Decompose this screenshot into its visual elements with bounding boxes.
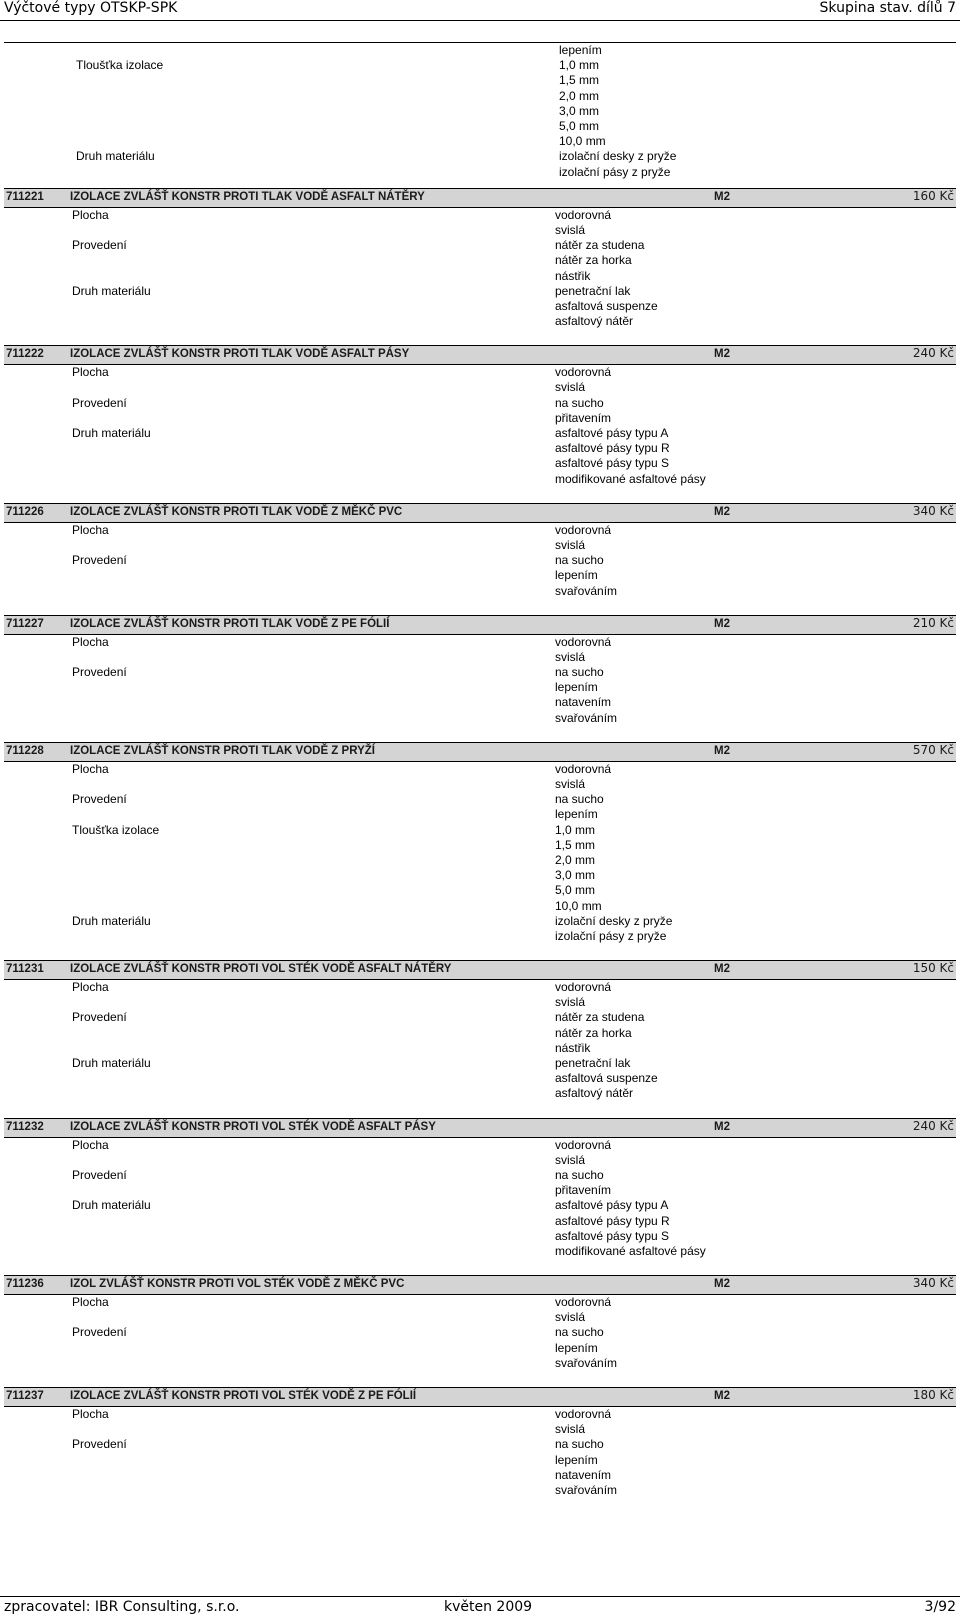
param-row bbox=[0, 823, 960, 838]
item-code: 711222 bbox=[6, 348, 44, 361]
param-value: asfaltové pásy typu S bbox=[555, 456, 670, 471]
param-row bbox=[0, 1153, 960, 1168]
param-rows bbox=[0, 762, 960, 944]
param-value: 2,0 mm bbox=[555, 852, 596, 867]
param-row bbox=[4, 43, 956, 58]
param-rows bbox=[0, 1138, 960, 1260]
param-value: vodorovná bbox=[555, 365, 612, 380]
item-section bbox=[0, 345, 960, 503]
param-row bbox=[0, 650, 960, 665]
param-row bbox=[0, 1356, 960, 1371]
param-row bbox=[0, 456, 960, 471]
param-value: asfaltové pásy typu S bbox=[555, 1228, 670, 1243]
param-rows bbox=[0, 523, 960, 599]
param-row bbox=[0, 1325, 960, 1340]
item-title: IZOLACE ZVLÁŠŤ KONSTR PROTI TLAK VODĚ Z PE FÓLIÍ bbox=[70, 617, 390, 630]
param-row bbox=[0, 807, 960, 822]
param-row bbox=[4, 58, 956, 73]
param-row bbox=[4, 89, 956, 104]
param-row bbox=[0, 1026, 960, 1041]
param-value: lepením bbox=[555, 1452, 598, 1467]
item-title: IZOLACE ZVLÁŠŤ KONSTR PROTI VOL STÉK VODĚ ASFALT NÁTĚRY bbox=[70, 963, 452, 976]
item-unit: M2 bbox=[714, 1278, 730, 1291]
param-row bbox=[4, 165, 956, 180]
param-row bbox=[0, 1295, 960, 1310]
item-unit: M2 bbox=[714, 348, 730, 361]
item-section bbox=[0, 1387, 960, 1514]
param-row bbox=[0, 1341, 960, 1356]
param-row bbox=[0, 1214, 960, 1229]
param-value: vodorovná bbox=[555, 1295, 612, 1310]
param-value: 5,0 mm bbox=[559, 118, 600, 133]
param-value: vodorovná bbox=[555, 522, 612, 537]
param-row bbox=[0, 680, 960, 695]
param-label: Plocha bbox=[72, 1137, 109, 1152]
item-header bbox=[4, 1275, 956, 1295]
param-row bbox=[0, 883, 960, 898]
section-spacer bbox=[0, 329, 960, 345]
item-section bbox=[0, 1118, 960, 1276]
param-label: Plocha bbox=[72, 1407, 109, 1422]
param-value: 10,0 mm bbox=[559, 134, 606, 149]
item-price: 240 Kč bbox=[912, 1118, 954, 1133]
param-row bbox=[4, 73, 956, 88]
param-value: 5,0 mm bbox=[555, 883, 596, 898]
param-row bbox=[0, 853, 960, 868]
param-row bbox=[0, 253, 960, 268]
param-label: Provedení bbox=[72, 665, 127, 680]
item-price: 240 Kč bbox=[912, 346, 954, 361]
page-header bbox=[0, 0, 960, 22]
continued-section bbox=[4, 42, 956, 188]
header-group-title: Skupina stav. dílů 7 bbox=[819, 0, 956, 16]
param-value: 1,0 mm bbox=[559, 58, 600, 73]
continued-rows bbox=[4, 43, 956, 180]
item-code: 711221 bbox=[6, 190, 44, 203]
param-value: izolační desky z pryže bbox=[555, 913, 673, 928]
param-label: Provedení bbox=[72, 1325, 127, 1340]
item-code: 711237 bbox=[6, 1390, 44, 1403]
param-value: 2,0 mm bbox=[559, 88, 600, 103]
item-price: 210 Kč bbox=[912, 615, 954, 630]
param-row bbox=[0, 441, 960, 456]
param-row bbox=[0, 980, 960, 995]
param-row bbox=[0, 695, 960, 710]
param-label: Provedení bbox=[72, 395, 127, 410]
item-header bbox=[4, 742, 956, 762]
param-value: svislá bbox=[555, 380, 586, 395]
param-row bbox=[0, 523, 960, 538]
param-label: Plocha bbox=[72, 980, 109, 995]
param-value: asfaltové pásy typu A bbox=[555, 1198, 669, 1213]
param-row bbox=[4, 119, 956, 134]
param-row bbox=[0, 914, 960, 929]
param-rows bbox=[0, 1407, 960, 1498]
item-header bbox=[4, 503, 956, 523]
param-value: asfaltové pásy typu A bbox=[555, 426, 669, 441]
param-row bbox=[0, 1041, 960, 1056]
sections-list bbox=[0, 188, 960, 1514]
item-section bbox=[0, 742, 960, 960]
param-row bbox=[0, 584, 960, 599]
param-rows bbox=[0, 635, 960, 726]
param-value: modifikované asfaltové pásy bbox=[555, 471, 706, 486]
param-value: natavením bbox=[555, 1467, 612, 1482]
param-rows bbox=[0, 1295, 960, 1371]
param-value: lepením bbox=[555, 1340, 598, 1355]
item-price: 340 Kč bbox=[912, 1276, 954, 1291]
param-label: Druh materiálu bbox=[72, 426, 151, 441]
param-row bbox=[0, 1198, 960, 1213]
param-rows bbox=[0, 208, 960, 330]
param-row bbox=[0, 568, 960, 583]
item-code: 711231 bbox=[6, 963, 44, 976]
param-row bbox=[0, 365, 960, 380]
param-label: Provedení bbox=[72, 553, 127, 568]
param-row bbox=[0, 762, 960, 777]
param-value: svislá bbox=[555, 537, 586, 552]
param-value: penetrační lak bbox=[555, 283, 631, 298]
param-value: asfaltová suspenze bbox=[555, 298, 658, 313]
param-value: asfaltový nátěr bbox=[555, 1086, 634, 1101]
section-spacer bbox=[0, 1371, 960, 1387]
param-row bbox=[0, 553, 960, 568]
item-unit: M2 bbox=[714, 190, 730, 203]
param-value: vodorovná bbox=[555, 1137, 612, 1152]
param-value: 1,5 mm bbox=[559, 73, 600, 88]
item-header bbox=[4, 960, 956, 980]
param-value: svislá bbox=[555, 1152, 586, 1167]
section-spacer bbox=[0, 1102, 960, 1118]
param-label: Provedení bbox=[72, 1167, 127, 1182]
item-price: 160 Kč bbox=[912, 188, 954, 203]
param-value: lepením bbox=[555, 568, 598, 583]
param-row bbox=[0, 1229, 960, 1244]
param-value: svislá bbox=[555, 1422, 586, 1437]
param-value: svařováním bbox=[555, 1482, 618, 1497]
param-label: Druh materiálu bbox=[72, 913, 151, 928]
param-row bbox=[0, 238, 960, 253]
param-value: asfaltový nátěr bbox=[555, 314, 634, 329]
param-label: Provedení bbox=[72, 1010, 127, 1025]
item-header bbox=[4, 188, 956, 208]
param-row bbox=[0, 868, 960, 883]
param-row bbox=[0, 792, 960, 807]
param-row bbox=[0, 1183, 960, 1198]
footer-date: květen 2009 bbox=[444, 1599, 533, 1615]
item-price: 150 Kč bbox=[912, 961, 954, 976]
param-value: vodorovná bbox=[555, 634, 612, 649]
item-code: 711236 bbox=[6, 1278, 44, 1291]
param-row bbox=[4, 104, 956, 119]
param-rows bbox=[0, 365, 960, 487]
param-value: nátěr za horka bbox=[555, 253, 632, 268]
item-title: IZOLACE ZVLÁŠŤ KONSTR PROTI TLAK VODĚ Z MĚKČ PVC bbox=[70, 505, 403, 518]
item-title: IZOLACE ZVLÁŠŤ KONSTR PROTI VOL STÉK VODĚ ASFALT PÁSY bbox=[70, 1120, 436, 1133]
param-value: na sucho bbox=[555, 792, 604, 807]
param-value: vodorovná bbox=[555, 761, 612, 776]
param-label: Plocha bbox=[72, 365, 109, 380]
param-row bbox=[0, 314, 960, 329]
param-value: nástřik bbox=[555, 1040, 591, 1055]
param-row bbox=[0, 1407, 960, 1422]
param-value: na sucho bbox=[555, 665, 604, 680]
item-section bbox=[0, 615, 960, 742]
item-header bbox=[4, 1118, 956, 1138]
item-title: IZOLACE ZVLÁŠŤ KONSTR PROTI TLAK VODĚ Z PRYŽÍ bbox=[70, 744, 375, 757]
catalog-content bbox=[0, 42, 960, 1514]
param-label: Plocha bbox=[72, 207, 109, 222]
param-value: natavením bbox=[555, 695, 612, 710]
param-value: 1,5 mm bbox=[555, 837, 596, 852]
param-row bbox=[0, 665, 960, 680]
section-spacer bbox=[0, 1259, 960, 1275]
param-rows bbox=[0, 980, 960, 1102]
item-header bbox=[4, 615, 956, 635]
item-code: 711228 bbox=[6, 744, 44, 757]
section-spacer bbox=[0, 726, 960, 742]
param-value: izolační pásy z pryže bbox=[555, 928, 667, 943]
param-row bbox=[0, 1422, 960, 1437]
param-row bbox=[0, 1437, 960, 1452]
param-row bbox=[0, 635, 960, 650]
param-row bbox=[0, 711, 960, 726]
item-price: 340 Kč bbox=[912, 503, 954, 518]
param-value: svislá bbox=[555, 649, 586, 664]
param-value: na sucho bbox=[555, 1325, 604, 1340]
item-title: IZOLACE ZVLÁŠŤ KONSTR PROTI TLAK VODĚ ASFALT NÁTĚRY bbox=[70, 190, 425, 203]
section-spacer bbox=[0, 599, 960, 615]
param-value: svislá bbox=[555, 995, 586, 1010]
item-section bbox=[0, 503, 960, 615]
param-label: Druh materiálu bbox=[76, 149, 155, 164]
param-value: asfaltová suspenze bbox=[555, 1071, 658, 1086]
param-value: izolační pásy z pryže bbox=[559, 164, 671, 179]
header-doc-title: Výčtové typy OTSKP-SPK bbox=[4, 0, 178, 16]
param-value: asfaltové pásy typu R bbox=[555, 441, 670, 456]
param-row bbox=[0, 411, 960, 426]
item-title: IZOLACE ZVLÁŠŤ KONSTR PROTI TLAK VODĚ ASFALT PÁSY bbox=[70, 348, 410, 361]
item-section bbox=[0, 188, 960, 346]
item-title: IZOLACE ZVLÁŠŤ KONSTR PROTI VOL STÉK VODĚ Z PE FÓLIÍ bbox=[70, 1390, 417, 1403]
item-section bbox=[0, 960, 960, 1118]
param-label: Tloušťka izolace bbox=[76, 58, 164, 73]
footer-author: zpracovatel: IBR Consulting, s.r.o. bbox=[4, 1599, 240, 1615]
param-value: 1,0 mm bbox=[555, 822, 596, 837]
param-label: Druh materiálu bbox=[72, 283, 151, 298]
param-row bbox=[0, 269, 960, 284]
item-code: 711227 bbox=[6, 617, 44, 630]
param-value: vodorovná bbox=[555, 1407, 612, 1422]
param-label: Provedení bbox=[72, 792, 127, 807]
param-row bbox=[0, 838, 960, 853]
param-value: svařováním bbox=[555, 710, 618, 725]
param-row bbox=[0, 1071, 960, 1086]
param-value: svařováním bbox=[555, 1355, 618, 1370]
param-row bbox=[0, 426, 960, 441]
section-spacer bbox=[0, 487, 960, 503]
item-code: 711226 bbox=[6, 505, 44, 518]
param-value: na sucho bbox=[555, 395, 604, 410]
item-price: 570 Kč bbox=[912, 742, 954, 757]
param-row bbox=[4, 149, 956, 164]
item-code: 711232 bbox=[6, 1120, 44, 1133]
param-row bbox=[0, 899, 960, 914]
param-label: Provedení bbox=[72, 1437, 127, 1452]
item-header bbox=[4, 1387, 956, 1407]
item-unit: M2 bbox=[714, 744, 730, 757]
param-label: Plocha bbox=[72, 1295, 109, 1310]
param-row bbox=[0, 299, 960, 314]
param-label: Plocha bbox=[72, 761, 109, 776]
param-row bbox=[0, 995, 960, 1010]
param-row bbox=[0, 1483, 960, 1498]
param-row bbox=[4, 134, 956, 149]
param-row bbox=[0, 1453, 960, 1468]
param-label: Plocha bbox=[72, 522, 109, 537]
item-title: IZOL ZVLÁŠŤ KONSTR PROTI VOL STÉK VODĚ Z MĚKČ PVC bbox=[70, 1278, 405, 1291]
param-value: asfaltové pásy typu R bbox=[555, 1213, 670, 1228]
item-section bbox=[0, 1275, 960, 1387]
param-row bbox=[0, 1168, 960, 1183]
param-value: nátěr za studena bbox=[555, 238, 645, 253]
param-value: nátěr za studena bbox=[555, 1010, 645, 1025]
param-label: Tloušťka izolace bbox=[72, 822, 160, 837]
param-value: na sucho bbox=[555, 1167, 604, 1182]
param-value: přitavením bbox=[555, 410, 612, 425]
item-header bbox=[4, 345, 956, 365]
param-value: modifikované asfaltové pásy bbox=[555, 1243, 706, 1258]
param-label: Provedení bbox=[72, 238, 127, 253]
section-spacer bbox=[0, 1498, 960, 1514]
param-value: vodorovná bbox=[555, 207, 612, 222]
header-divider bbox=[0, 20, 960, 21]
param-row bbox=[0, 380, 960, 395]
param-row bbox=[0, 538, 960, 553]
param-value: svislá bbox=[555, 222, 586, 237]
param-row bbox=[0, 777, 960, 792]
param-label: Druh materiálu bbox=[72, 1056, 151, 1071]
param-value: na sucho bbox=[555, 1437, 604, 1452]
param-row bbox=[0, 223, 960, 238]
param-value: svařováním bbox=[555, 583, 618, 598]
param-value: lepením bbox=[555, 680, 598, 695]
param-row bbox=[0, 472, 960, 487]
param-value: lepením bbox=[559, 43, 602, 57]
param-value: lepením bbox=[555, 807, 598, 822]
param-row bbox=[0, 1468, 960, 1483]
param-value: na sucho bbox=[555, 553, 604, 568]
param-row bbox=[0, 1010, 960, 1025]
param-row bbox=[0, 208, 960, 223]
param-row bbox=[0, 1086, 960, 1101]
item-unit: M2 bbox=[714, 1120, 730, 1133]
param-value: penetrační lak bbox=[555, 1056, 631, 1071]
item-unit: M2 bbox=[714, 963, 730, 976]
param-value: izolační desky z pryže bbox=[559, 149, 677, 164]
param-row bbox=[0, 1244, 960, 1259]
param-label: Plocha bbox=[72, 634, 109, 649]
item-unit: M2 bbox=[714, 1390, 730, 1403]
param-value: svislá bbox=[555, 1310, 586, 1325]
param-label: Druh materiálu bbox=[72, 1198, 151, 1213]
param-value: 3,0 mm bbox=[559, 103, 600, 118]
param-row bbox=[0, 1138, 960, 1153]
param-value: nástřik bbox=[555, 268, 591, 283]
param-value: 10,0 mm bbox=[555, 898, 602, 913]
param-value: přitavením bbox=[555, 1183, 612, 1198]
item-unit: M2 bbox=[714, 617, 730, 630]
param-row bbox=[0, 1310, 960, 1325]
param-row bbox=[0, 929, 960, 944]
param-value: svislá bbox=[555, 777, 586, 792]
param-value: nátěr za horka bbox=[555, 1025, 632, 1040]
item-price: 180 Kč bbox=[912, 1388, 954, 1403]
param-row bbox=[0, 1056, 960, 1071]
param-value: vodorovná bbox=[555, 980, 612, 995]
param-value: 3,0 mm bbox=[555, 868, 596, 883]
footer-divider bbox=[0, 1596, 960, 1597]
footer-page-number: 3/92 bbox=[924, 1599, 956, 1615]
item-unit: M2 bbox=[714, 505, 730, 518]
param-row bbox=[0, 284, 960, 299]
param-row bbox=[0, 396, 960, 411]
section-spacer bbox=[0, 944, 960, 960]
